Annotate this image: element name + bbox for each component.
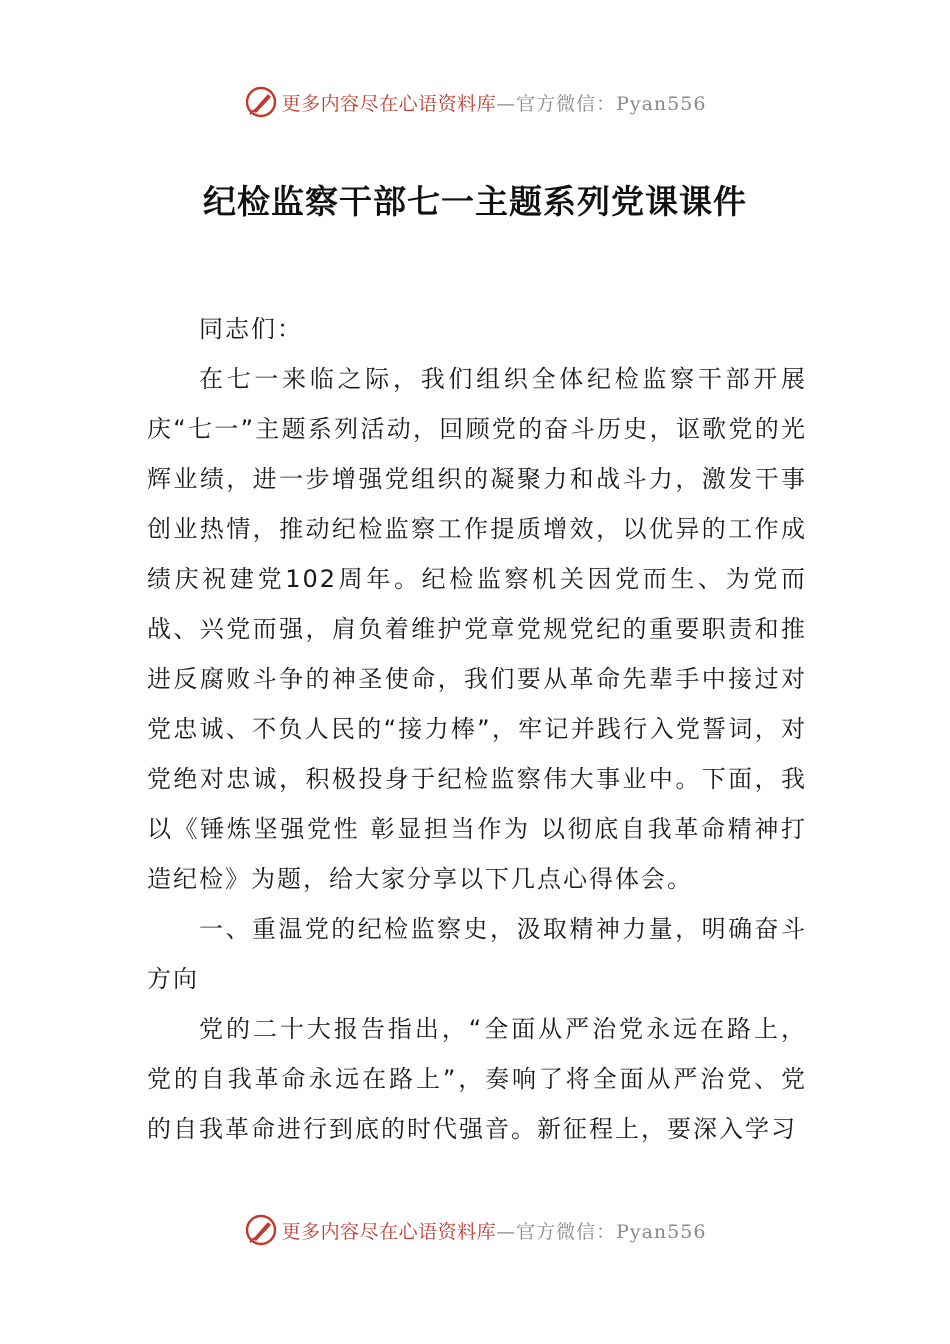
watermark-main-text: 更多内容尽在心语资料库 xyxy=(281,1220,497,1243)
watermark-main-text: 更多内容尽在心语资料库 xyxy=(281,92,497,115)
watermark-banner-bottom xyxy=(0,1210,950,1250)
intro-paragraph: 在七一来临之际，我们组织全体纪检监察干部开展庆“七一”主题系列活动，回顾党的奋斗历史，讴歌党的光辉业绩，进一步增强党组织的凝聚力和战斗力，激发干事创业热情，推动纪检监察工作提质增效，以优异的工作成绩庆祝建党102周年。纪检监察机关因党而生、为党而战、兴党而强，肩负着维护党章党规党纪的重要职责和推进反腐败斗争的神圣使命，我们要从革命先辈手中接过对党忠诚、不负人民的“接力棒”，牢记并践行入党誓词，对党绝对忠诚，积极投身于纪检监察伟大事业中。下面，我以《锤炼坚强党性 彰显担当作为 以彻底自我革命精神打造纪检》为题，给大家分享以下几点心得体会。 xyxy=(147,365,807,893)
section-heading-paragraph: 一、重温党的纪检监察史，汲取精神力量，明确奋斗方向 xyxy=(147,915,807,993)
quill-pen-icon xyxy=(244,85,278,119)
quill-pen-icon xyxy=(244,1213,278,1247)
salutation-paragraph: 同志们： xyxy=(199,315,303,343)
watermark-sub-text: —官方微信：Pyan556 xyxy=(496,1220,707,1243)
watermark-banner-top xyxy=(0,82,950,122)
watermark-sub-text: —官方微信：Pyan556 xyxy=(496,92,707,115)
document-title: 纪检监察干部七一主题系列党课课件 xyxy=(203,182,747,221)
watermark-text xyxy=(282,1217,707,1244)
watermark-text xyxy=(282,89,707,116)
body-paragraph: 党的二十大报告指出，“全面从严治党永远在路上，党的自我革命永远在路上”，奏响了将全面从严治党、党的自我革命进行到底的时代强音。新征程上，要深入学习 xyxy=(147,1015,807,1143)
document-body xyxy=(147,304,807,1154)
